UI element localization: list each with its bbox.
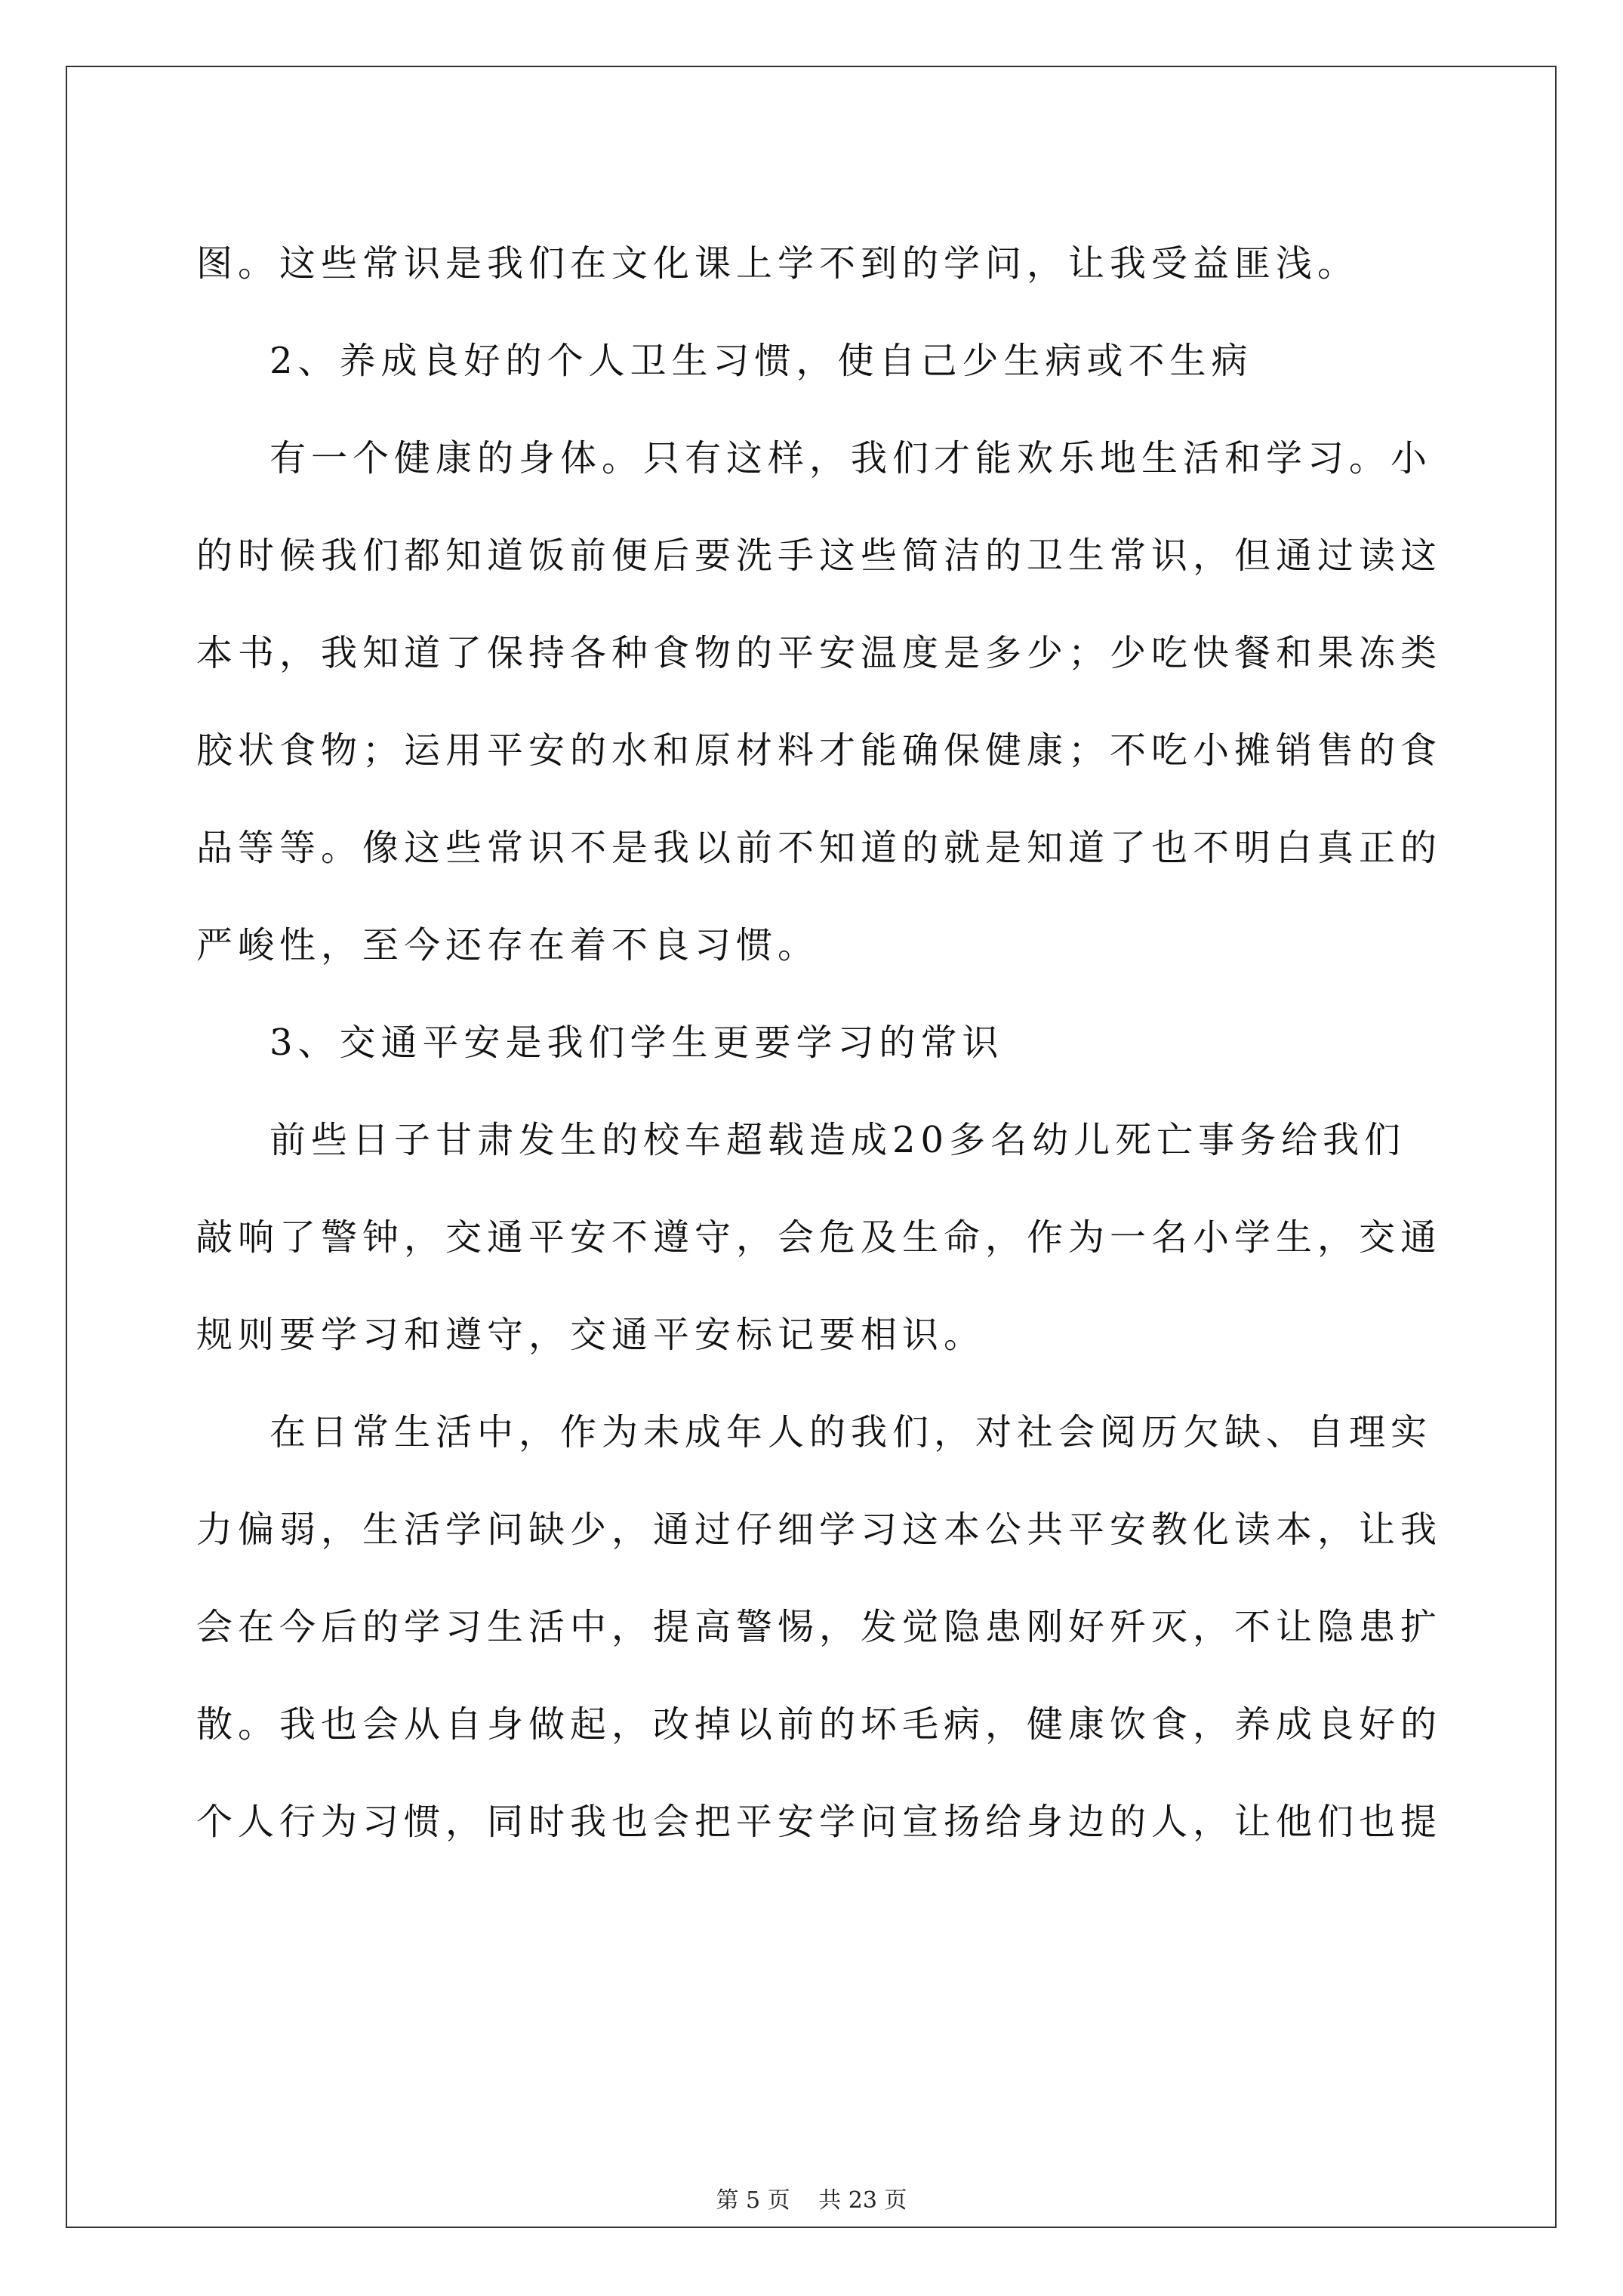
section-heading: 3、交通平安是我们学生更要学习的常识 xyxy=(269,1022,1004,1064)
text-line: 胶状食物；运用平安的水和原材料才能确保健康；不吃小摊销售的食 xyxy=(196,729,1443,772)
paragraph-start: 在日常生活中，作为未成年人的我们，对社会阅历欠缺、自理实 xyxy=(269,1411,1433,1453)
page-number: 第 5 页 xyxy=(716,2187,790,2214)
page-total: 共 23 页 xyxy=(818,2187,907,2214)
text-line: 图。这些常识是我们在文化课上学不到的学问，让我受益匪浅。 xyxy=(196,242,1360,285)
text-line: 敲响了警钟，交通平安不遵守，会危及生命，作为一名小学生，交通 xyxy=(196,1216,1443,1259)
text-line: 散。我也会从自身做起，改掉以前的坏毛病，健康饮食，养成良好的 xyxy=(196,1703,1443,1746)
page-footer xyxy=(0,2186,1623,2216)
text-line: 严峻性，至今还存在着不良习惯。 xyxy=(196,924,820,966)
text-line: 个人行为习惯，同时我也会把平安学问宣扬给身边的人，让他们也提 xyxy=(196,1801,1443,1843)
text-line: 品等等。像这些常识不是我以前不知道的就是知道了也不明白真正的 xyxy=(196,827,1443,869)
text-line: 规则要学习和遵守，交通平安标记要相识。 xyxy=(196,1314,986,1356)
text-line: 的时候我们都知道饭前便后要洗手这些简洁的卫生常识，但通过读这 xyxy=(196,535,1443,577)
text-line: 会在今后的学习生活中，提高警惕，发觉隐患刚好歼灭，不让隐患扩 xyxy=(196,1606,1443,1648)
document-body xyxy=(196,215,1443,1871)
text-line: 力偏弱，生活学问缺少，通过仔细学习这本公共平安教化读本，让我 xyxy=(196,1509,1443,1551)
section-heading: 2、养成良好的个人卫生习惯，使自己少生病或不生病 xyxy=(269,340,1253,382)
paragraph-start: 前些日子甘肃发生的校车超载造成20多名幼儿死亡事务给我们 xyxy=(269,1119,1406,1161)
paragraph-start: 有一个健康的身体。只有这样，我们才能欢乐地生活和学习。小 xyxy=(269,437,1433,479)
text-line: 本书，我知道了保持各种食物的平安温度是多少；少吃快餐和果冻类 xyxy=(196,632,1443,674)
